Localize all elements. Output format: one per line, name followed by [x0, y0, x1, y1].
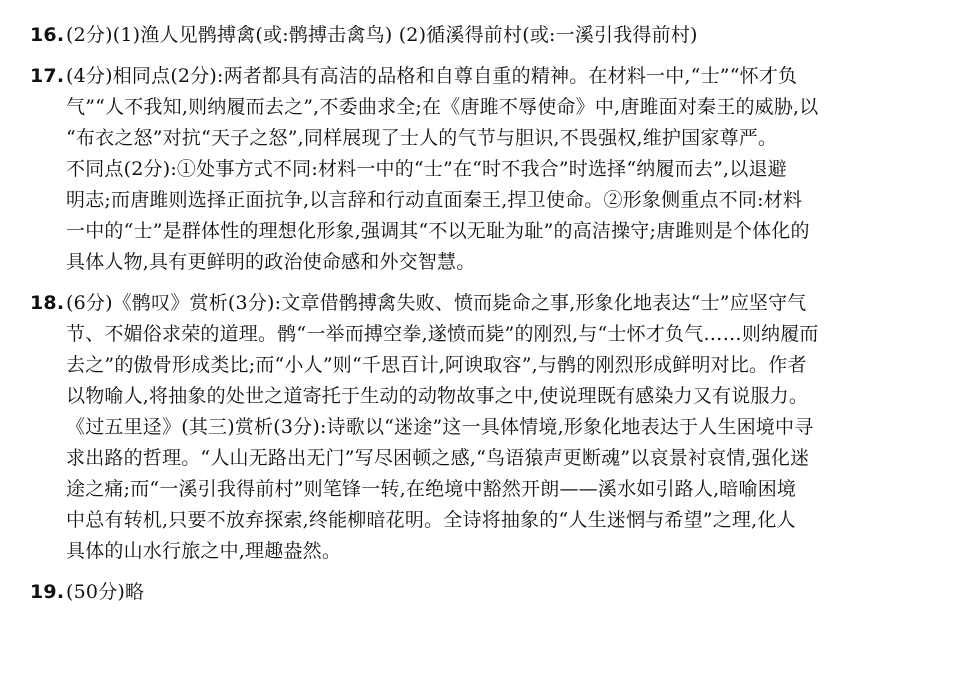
answer-17-text-1: (4分)相同点(2分):两者都具有高洁的品格和自尊自重的精神。在材料一中,“士”“怀才负 [66, 65, 798, 87]
answer-17-line-1 [30, 61, 942, 92]
answer-17-line-5 [30, 185, 942, 216]
answer-18-text-4: 以物喻人,将抽象的处世之道寄托于生动的动物故事之中,使说理既有感染力又有说服力。 [66, 385, 809, 407]
answer-key [30, 20, 942, 608]
answer-18-line-8 [30, 505, 942, 536]
answer-19-text-1: (50分)略 [66, 581, 145, 603]
answer-18-text-8: 中总有转机,只要不放弃探索,终能柳暗花明。全诗将抽象的“人生迷惘与希望”之理,化人 [66, 509, 796, 531]
question-number-16: 16. [30, 24, 65, 46]
answer-17-text-3: “布衣之怒”对抗“天子之怒”,同样展现了士人的气节与胆识,不畏强权,维护国家尊严。 [66, 127, 778, 149]
answer-17-text-7: 具体人物,具有更鲜明的政治使命感和外交智慧。 [66, 251, 476, 273]
answer-17-line-3 [30, 123, 942, 154]
answer-17-line-2 [30, 92, 942, 123]
answer-17-line-7 [30, 247, 942, 278]
question-number-17: 17. [30, 65, 65, 87]
answer-18-line-3 [30, 350, 942, 381]
answer-18-text-7: 途之痛;而“一溪引我得前村”则笔锋一转,在绝境中豁然开朗——溪水如引路人,暗喻困境 [66, 478, 797, 500]
answer-17-text-4: 不同点(2分):①处事方式不同:材料一中的“士”在“时不我合”时选择“纳履而去”,以退避 [66, 158, 787, 180]
answer-16-text-1: (2分)(1)渔人见鹘搏禽(或:鹘搏击禽鸟) (2)循溪得前村(或:一溪引我得前村) [66, 24, 698, 46]
answer-17-line-6 [30, 216, 942, 247]
answer-18-text-1: (6分)《鹘叹》赏析(3分):文章借鹘搏禽失败、愤而毙命之事,形象化地表达“士”应坚守气 [66, 292, 807, 314]
answer-18-line-5 [30, 412, 942, 443]
answer-18-line-7 [30, 474, 942, 505]
answer-17-text-5: 明志;而唐雎则选择正面抗争,以言辞和行动直面秦王,捍卫使命。②形象侧重点不同:材料 [66, 189, 803, 211]
answer-18-text-5: 《过五里迳》(其三)赏析(3分):诗歌以“迷途”这一具体情境,形象化地表达于人生困境中寻 [66, 416, 814, 438]
answer-18-text-2: 节、不媚俗求荣的道理。鹘“一举而搏空拳,遂愤而毙”的刚烈,与“士怀才负气……则纳履而 [66, 323, 819, 345]
answer-16-line-1 [30, 20, 942, 51]
answer-18-text-3: 去之”的傲骨形成类比;而“小人”则“千思百计,阿谀取容”,与鹘的刚烈形成鲜明对比。作者 [66, 354, 807, 376]
answer-18-line-9 [30, 536, 942, 567]
answer-18-line-4 [30, 381, 942, 412]
answer-19-line-1 [30, 577, 942, 608]
answer-17-line-4 [30, 154, 942, 185]
answer-18-line-6 [30, 443, 942, 474]
answer-18-line-1 [30, 288, 942, 319]
answer-18-line-2 [30, 319, 942, 350]
answer-18-text-6: 求出路的哲理。“人山无路出无门”写尽困顿之感,“鸟语猿声更断魂”以哀景衬哀情,强化迷 [66, 447, 810, 469]
question-number-19: 19. [30, 581, 65, 603]
answer-18-text-9: 具体的山水行旅之中,理趣盎然。 [66, 540, 342, 562]
answer-17-text-2: 气”“人不我知,则纳履而去之”,不委曲求全;在《唐雎不辱使命》中,唐雎面对秦王的威胁,以 [66, 96, 819, 118]
question-number-18: 18. [30, 292, 65, 314]
answer-17-text-6: 一中的“士”是群体性的理想化形象,强调其“不以无耻为耻”的高洁操守;唐雎则是个体化的 [66, 220, 810, 242]
